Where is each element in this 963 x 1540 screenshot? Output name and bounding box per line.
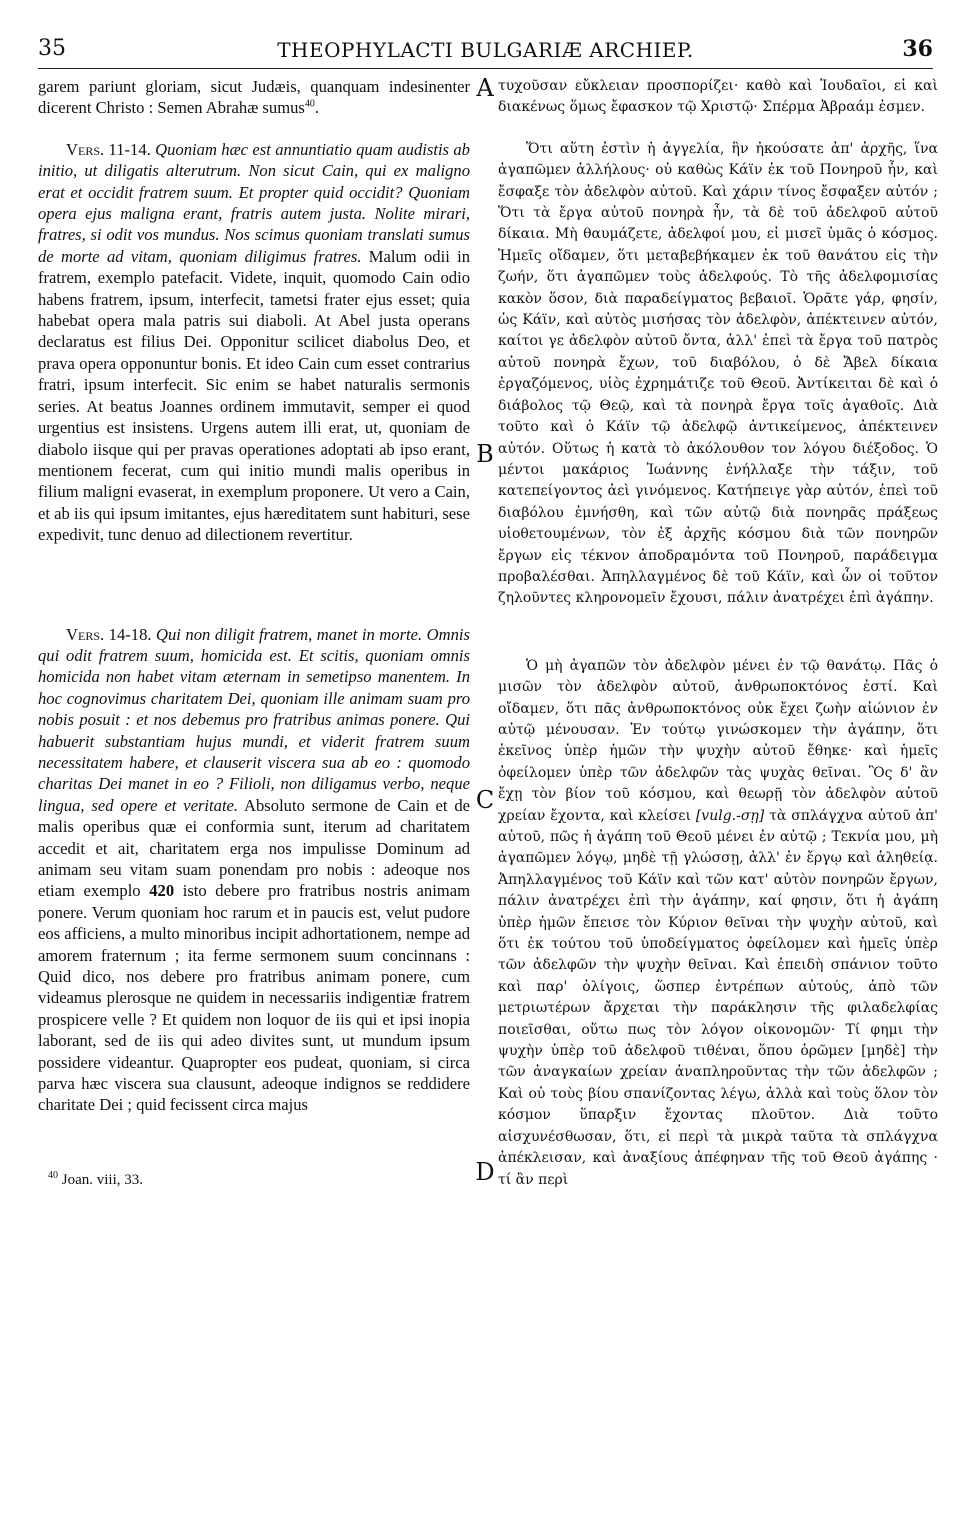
latin-p2-scripture: Quoniam hæc est annuntiatio quam audistis ab initio, ut diligatis alterutrum. Non sicut Cain, qui ex maligno erat et occidit fratrem suum. Et propter quid occidit? Quoniam opera ejus maligna erant, fratris autem justa. Nolite mirari, fratres, si odit vos mundus. Nos scimus quoniam translati sumus de morte ad vitam, quoniam diligimus fratres. xyxy=(38,139,470,266)
section-marker-b: B xyxy=(476,440,494,468)
greek-p3-text-b: τὰ σπλάγχνα αὐτοῦ ἀπ' αὐτοῦ, πῶς ἡ ἀγάπη τοῦ Θεοῦ μένει ἐν αὐτῷ ; Τεκνία μου, μὴ ἀγαπῶμεν λόγῳ, μηδὲ τῇ γλώσσῃ, ἀλλ' ἐν ἔργῳ καὶ ἀληθείᾳ. Ἀπηλλαγμένος τοῦ Κάϊν καὶ τῶν κατ' αὐτὸν πονηρῶν ἔργων, πάλιν ἀνατρέχει ἐπὶ τὴν ἀγάπην, καί φησιν, ὅτι ἡ ἀγάπη ὑπὲρ ἡμῶν ἔπεισε τὸν Κύριον θεῖναι τὴν ψυχὴν αὐτοῦ, καὶ ὅτι ἐκ τούτου τοῦ ὑποδείγματος ὀφείλομεν καὶ ἡμεῖς ὑπὲρ τῶν ἀδελφῶν τὴν ψυχὴν θεῖναι. Καὶ ἐπειδὴ σπάνιον τοῦτο καὶ παρ' ὀλίγοις, ὥσπερ ἐντρέπων αὐτούς, ἀπὸ τῶν μετριωτέρων ἄρχεται τὴν παράκλησιν τῆς φιλαδελφίας ποιεῖσθαι, οὕτω πως τὸν λόγον οἰκονομῶν· Τί φημι τὴν ψυχὴν ὑπὲρ τοῦ ἀδελφοῦ τιθέναι, ὅπου ὁρῶμεν [μηδὲ] τὴν τῶν ἀναγκαίων χρείαν ἀναπληροῦντας τὴν τῶν ἀδελφῶν ; Καὶ οὐ τοὺς βίου σπανίζοντας λέγω, ἀλλὰ καὶ τοὺς ὅλον τὸν κόσμον ὕπαρξιν ἔχοντας πλοῦτον. Διὰ τοῦτο αἰσχυνέσθωσαν, ὅτι, εἰ περὶ τὰ μικρὰ ταῦτα τὰ σπλάγχνα ἀπέκλεισαν, καὶ ἀναξίους ἀπέφηναν τῆς τοῦ Θεοῦ ἀγάπης · τί ἂν περὶ xyxy=(498,807,938,1188)
page-number-left: 35 xyxy=(38,36,66,61)
latin-p2-commentary: Malum odii in fratrem, exemplo patefacit. Videte, inquit, quomodo Cain odio habens fratrem, ipsum, interfecit, tametsi frater ejus esset; quia habebat opera mala patris sui diaboli. At Abel justa operans declaratus est filius Dei. Opponitur scilicet diabolus Deo, et prava opera opponuntur bonis. Et ideo Cain cum esset contrarius fratri, ipsum interfecit. Sic enim se habet naturalis sermonis series. At beatus Joannes ordinem immutavit, semper ei quod urgentius est insistens. Urgens autem illi erat, ut, quoniam de diabolo iisque qui per pravas operationes adoptati ab ipso erant, mentionem fecerat, cum qui initio mundi malis operibus in filium maligni evaserat, in exemplum proponere. Ut vero a Cain, et ab iis qui ipsum imitantes, ejus hæreditatem sunt habituri, sese expedivit, tunc denuo ad dilectionem revertitur. xyxy=(38,246,471,545)
latin-p1-text: garem pariunt gloriam, sicut Judæis, quanquam indesinenter dicerent Christo : Semen Abrahæ sumus xyxy=(38,77,470,118)
latin-column xyxy=(38,76,470,1191)
page-header xyxy=(38,34,933,69)
section-marker-c: C xyxy=(475,786,495,814)
latin-p3-commentary-b: isto debere pro fratribus nostris animam ponere. Verum quoniam hoc rarum et in paucis est, velut pudore eos afficiens, a multo minoribus incipit adhortationem, nempe ad amorem fraternum ; ita ferme sermonem suum concinnans : Quid dico, nos debere pro fratribus animam ponere, cum videamus plerosque ne quidem in necessariis indigentiæ fratrem prospicere velle ? Et quidem non loquor de iis qui et ipsi inopia laborant, sed de iis qui adeo divites sunt, ut mundum ipsum possidere videantur. Quapropter eos pudeat, quoniam, si circa parva hæc viscera sua clausunt, adeoque indignos se reddidere charitate Dei ; quid fecissent circa majus xyxy=(38,881,470,1115)
column-number: 420 xyxy=(149,881,175,901)
latin-p3-scripture: Qui non diligit fratrem, manet in morte. Omnis qui odit fratrem suum, homicida est. Et scitis, quoniam omnis homicida non habet vitam æternam in semetipso manentem. In hoc cognovimus charitatem Dei, quoniam ille animam suam pro nobis posuit : et nos debemus pro fratribus animas ponere. Qui habuerit substantiam hujus mundi, et viderit fratrem suum necessitatem habere, et clauserit viscera sua ab eo : quomodo charitas Dei manet in eo ? Filioli, non diligamus verbo, neque lingua, sed opere et veritate. xyxy=(38,624,470,815)
greek-column xyxy=(498,76,938,1191)
latin-paragraph-2 xyxy=(38,139,470,546)
greek-p3-text-a: Ὁ μὴ ἀγαπῶν τὸν ἀδελφὸν μένει ἐν τῷ θανάτῳ. Πᾶς ὁ μισῶν τὸν ἀδελφὸν αὐτοῦ, ἀνθρωποκτόνος ἐστί. Καὶ οἴδαμεν, ὅτι πᾶς ἀνθρωποκτόνος οὐκ ἔχει ζωὴν αἰώνιον ἐν αὐτῷ μένουσαν. Ἐν τούτῳ γινώσκομεν τὴν ἀγάπην, ὅτι ἐκεῖνος ὑπὲρ ἡμῶν τὴν ψυχὴν αὐτοῦ ἔθηκε· καὶ ἡμεῖς ὀφείλομεν ὑπὲρ τῶν ἀδελφῶν τὰς ψυχὰς θεῖναι. Ὃς δ' ἂν ἔχῃ τὸν βίον τοῦ κόσμου, καὶ θεωρῇ τὸν ἀδελφὸν αὐτοῦ χρείαν ἔχοντα, καὶ κλείσει xyxy=(498,657,938,824)
page-number-right: 36 xyxy=(902,36,933,62)
latin-paragraph-1: garem pariunt gloriam, sicut Judæis, quanquam indesinenter dicerent Christo : Semen Abrahæ sumus$^{40}$. xyxy=(38,77,470,118)
footnote-number: 40 xyxy=(48,1169,58,1181)
footnote-text: Joan. viii, 33. xyxy=(61,1171,143,1188)
section-marker-d: D xyxy=(475,1158,495,1186)
running-title: THEOPHYLACTI BULGARIÆ ARCHIEP. xyxy=(277,38,694,62)
greek-paragraph-3 xyxy=(498,656,938,1191)
greek-paragraph-1: τυχοῦσαν εὔκλειαν προσπορίζει· καθὸ καὶ Ἰουδαῖοι, εἰ καὶ διακένως ὅμως ἔφασκον τῷ Χριστῷ· Σπέρμα Ἀβραάμ ἐσμεν. xyxy=(498,78,938,116)
verse-ref-14-18: Vers. 14-18. xyxy=(66,624,152,644)
footnote xyxy=(38,1170,470,1191)
section-marker-a: A xyxy=(476,74,494,102)
verse-ref-11-14: Vers. 11-14. xyxy=(66,139,151,159)
greek-paragraph-2: Ὅτι αὕτη ἐστὶν ἡ ἀγγελία, ἣν ἠκούσατε ἀπ' ἀρχῆς, ἵνα ἀγαπῶμεν ἀλλήλους· οὐ καθὼς Κάϊν ἐκ τοῦ Πονηροῦ ἦν, καὶ ἔσφαξε τὸν ἀδελφὸν αὐτοῦ. Καὶ χάριν τίνος ἔσφαξεν αὐτόν ; Ὅτι τὰ ἔργα αὐτοῦ πονηρὰ ἦν, τὰ δὲ τοῦ ἀδελφοῦ αὐτοῦ δίκαια. Μὴ θαυμάζετε, ἀδελφοί μου, εἰ μισεῖ ὑμᾶς ὁ κόσμος. Ἡμεῖς οἴδαμεν, ὅτι μεταβεβήκαμεν ἐκ τοῦ θανάτου εἰς τὴν ζωήν, ὅτι ἀγαπῶμεν τοὺς ἀδελφούς. Τὸ τῆς ἀδελφομισίας κακὸν ὅσον, διὰ παραδείγματος βεβαιοῖ. Ὁρᾶτε γάρ, φησίν, ὡς Κάϊν, καὶ αὐτὸς μισήσας τὸν ἀδελφὸν, ἀπέκτεινεν αὐτόν, καίτοι γε ἀδελφὸν αὐτοῦ ὄντα, ἀλλ' ἐπεὶ τὰ ἔργα τοῦ πατρὸς αὐτοῦ πονηρὰ ἔχων, τοῦ διαβόλου, ὁ δὲ Ἄβελ δίκαια ἐργαζόμενος, υἱὸς ἐχρημάτιζε τοῦ Θεοῦ. Ἀντίκειται δὲ καὶ ὁ διάβολος τῷ Θεῷ, καὶ τὰ πονηρὰ ἔργα τοῖς ἀγαθοῖς. Διὰ τοῦτο καὶ ὁ Κάϊν τῷ ἀδελφῷ ἀντικείμενος, ἀπέκτεινεν αὐτόν. Οὕτως ἡ κατὰ τὸ ἀκόλουθον τον λόγου διέξοδος. Ὁ μέντοι μακάριος Ἰωάννης ἐνήλλαξε τὴν τάξιν, τοῦ κατεπείγοντος ἀεὶ γινόμενος. Κατήπειγε γὰρ αὐτόν, ἐπεὶ τοῦ διαβόλου ἐμνήσθη, καὶ τῶν αὐτῷ διὰ πονηρᾶς πράξεως υἱοθετουμένων, τὸν ἐξ ἀρχῆς κόσμου διὰ τῶν πονηρῶν ἔργων εἰς τέκνον ἀποδραμόντα τοῦ Πονηροῦ, παράδειγμα προβαλέσθαι. Ἀπηλλαγμένος δὲ τοῦ Κάϊν, καὶ ὧν οἱ τοῦτον ζηλοῦντες κληρονομεῖν ἔχουσι, πάλιν ἀνατρέχει ἐπὶ ἀγάπην. xyxy=(498,140,938,607)
latin-paragraph-3 xyxy=(38,624,470,1116)
greek-p3-vulgate-note: [vulg.-σῃ] xyxy=(695,807,765,824)
footnote-ref: 40 xyxy=(304,98,315,110)
latin-p3-commentary-a: Absoluto sermone de Cain et de malis operibus quæ ei conformia sunt, iterum ad charitatem accedit et ait, charitatem erga nos impulisse Dominum ad animam seu vitam suam ponendam pro nobis : adeoque nos etiam exemplo xyxy=(38,795,471,901)
